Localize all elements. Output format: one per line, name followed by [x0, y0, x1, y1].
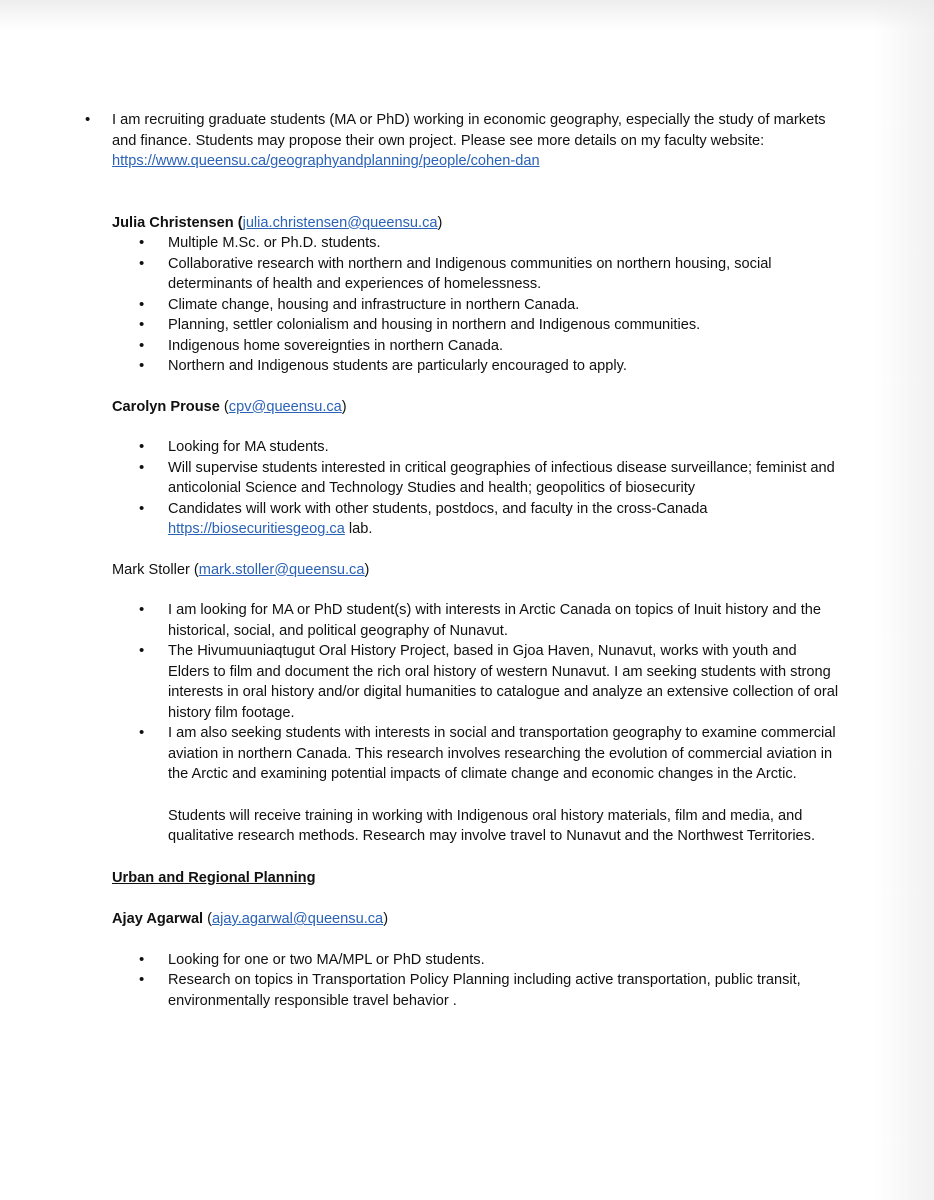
prouse-list: [112, 437, 842, 540]
christensen-email-link[interactable]: julia.christensen@queensu.ca: [242, 214, 438, 231]
prouse-name: Carolyn Prouse: [112, 398, 220, 415]
stoller-open-paren: (: [189, 561, 199, 578]
intro-text: I am recruiting graduate students (MA or PhD) working in economic geography, especially the study of markets and finance. Students may propose their own project. Please see more details on my faculty website:: [112, 112, 826, 149]
intro-list: [112, 110, 842, 172]
list-item: • Planning, settler colonialism and housing in northern and Indigenous communities.: [112, 315, 842, 336]
list-item: • I am looking for MA or PhD student(s) with interests in Arctic Canada on topics of Inuit history and the historical, social, and political geography of Nunavut.: [112, 600, 842, 641]
prouse-lab-text: Candidates will work with other students, postdocs, and faculty in the cross-Canada: [168, 500, 708, 517]
list-item: • Looking for MA students.: [112, 437, 842, 458]
biosecurities-lab-link[interactable]: https://biosecuritiesgeog.ca: [168, 521, 345, 537]
list-item: • Collaborative research with northern and Indigenous communities on northern housing, social determinants of health and experiences of homelessness.: [112, 254, 842, 295]
prouse-lab-tail: lab.: [344, 521, 373, 537]
prouse-heading: [112, 397, 842, 418]
page-shadow-top: [0, 0, 934, 30]
agarwal-email-link[interactable]: ajay.agarwal@queensu.ca: [212, 911, 384, 927]
prouse-open-paren: (: [219, 398, 229, 415]
prouse-email-link[interactable]: cpv@queensu.ca: [228, 398, 342, 415]
list-item: • Indigenous home sovereignties in northern Canada.: [112, 336, 842, 357]
prouse-close-paren: ): [341, 398, 347, 415]
christensen-open-paren: (: [233, 214, 243, 231]
stoller-heading: [112, 560, 842, 581]
faculty-website-link[interactable]: https://www.queensu.ca/geographyandplanning/people/cohen-dan: [112, 153, 540, 169]
stoller-email-link[interactable]: mark.stoller@queensu.ca: [198, 561, 365, 578]
stoller-training-note: Students will receive training in working with Indigenous oral history materials, film and media, and qualitative research methods. Research may involve travel to Nunavut and the Northwest Territories.: [168, 807, 816, 844]
christensen-list: [112, 233, 842, 377]
page-shadow-right: [874, 0, 934, 1200]
agarwal-list: [112, 950, 842, 1012]
list-item: [112, 499, 842, 540]
list-item: • I am also seeking students with interests in social and transportation geography to examine commercial aviation in northern Canada. This research involves researching the evolution of commercial aviation in the Arctic and examining potential impacts of climate change and economic changes in the Arctic.: [112, 723, 842, 785]
document-content: [112, 110, 842, 1011]
stoller-name: Mark Stoller: [112, 561, 190, 578]
list-item: • Research on topics in Transportation Policy Planning including active transportation, public transit, environmentally responsible travel behavior .: [112, 970, 842, 1011]
list-item: • Climate change, housing and infrastructure in northern Canada.: [112, 295, 842, 316]
stoller-list: [112, 600, 842, 785]
list-item: • Looking for one or two MA/MPL or PhD students.: [112, 950, 842, 971]
list-item: • The Hivumuuniaqtugut Oral History Project, based in Gjoa Haven, Nunavut, works with youth and Elders to film and document the rich oral history of western Nunavut. I am seeking students with strong interests in oral history and/or digital humanities to catalogue and analyze an extensive collection of oral history film footage.: [112, 641, 842, 723]
christensen-heading: [112, 213, 842, 234]
agarwal-close-paren: ): [383, 911, 389, 927]
list-item: • Northern and Indigenous students are particularly encouraged to apply.: [112, 356, 842, 377]
agarwal-open-paren: (: [203, 911, 213, 927]
agarwal-heading: [112, 909, 842, 930]
stoller-close-paren: ): [364, 561, 370, 578]
intro-item: [112, 110, 842, 172]
christensen-close-paren: ): [437, 214, 443, 231]
list-item: • Multiple M.Sc. or Ph.D. students.: [112, 233, 842, 254]
list-item: • Will supervise students interested in critical geographies of infectious disease surveillance; feminist and anticolonial Science and Technology Studies and health; geopolitics of biosecurity: [112, 458, 842, 499]
christensen-name: Julia Christensen: [112, 214, 234, 231]
section-heading-urban-planning: Urban and Regional Planning: [112, 869, 316, 886]
agarwal-name: Ajay Agarwal: [112, 911, 204, 927]
